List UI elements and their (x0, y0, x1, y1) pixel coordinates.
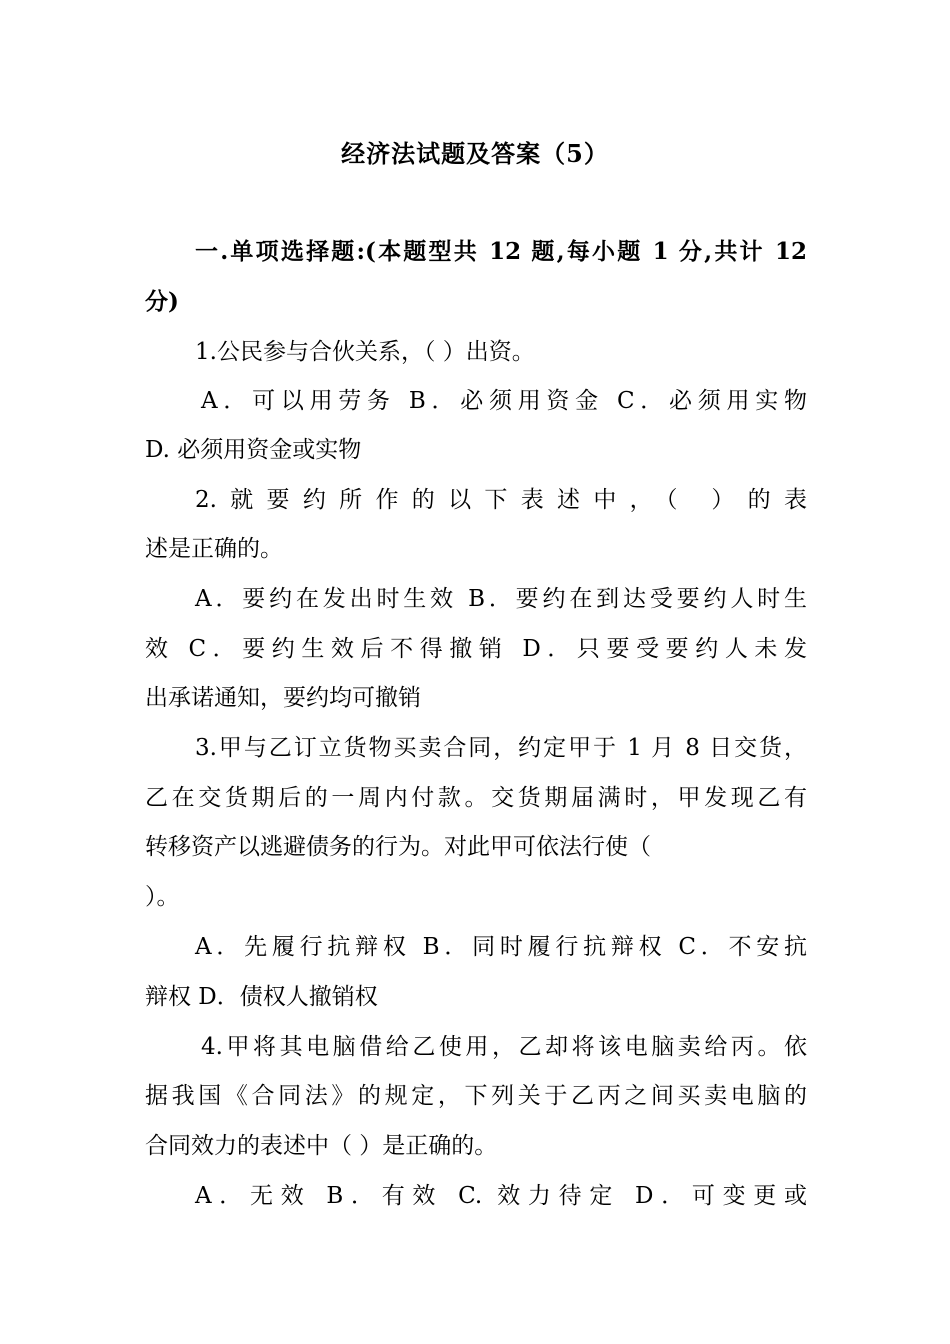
question-1-options-line-1: A．可以用劳务 B．必须用资金 C．必须用实物 (201, 388, 807, 414)
question-3-options-line-1: A．先履行抗辩权 B．同时履行抗辩权 C．不安抗 (195, 934, 807, 960)
question-3-stem-line-4: ）。 (145, 884, 180, 910)
question-2-stem-line-1: 2.就要约所作的以下表述中，（ ）的表 (195, 487, 807, 513)
question-4-stem-line-1: 4.甲将其电脑借给乙使用，乙却将该电脑卖给丙。依 (201, 1034, 807, 1060)
question-3-stem-line-3: 转移资产以逃避债务的行为。对此甲可依法行使（ (145, 834, 651, 860)
question-2-options-line-2: 效 C．要约生效后不得撤销 D．只要受要约人未发 (145, 636, 807, 662)
question-2-stem-line-2: 述是正确的。 (145, 536, 283, 562)
question-3-stem-line-1: 3.甲与乙订立货物买卖合同，约定甲于 1 月 8 日交货， (195, 735, 807, 761)
question-3-options-line-2: 辩权 D．债权人撤销权 (145, 984, 378, 1010)
question-4-stem-line-3: 合同效力的表述中（ ）是正确的。 (145, 1133, 498, 1159)
question-1-stem-line-1: 1.公民参与合伙关系，（ ）出资。 (195, 339, 535, 365)
question-2-options-line-3: 出承诺通知，要约均可撤销 (145, 685, 421, 711)
section-heading-line-1: 一.单项选择题:(本题型共 12 题,每小题 1 分,共计 12 (195, 238, 807, 265)
question-4-options-line-1: A．无效 B．有效 C. 效力待定 D．可变更或 (195, 1183, 807, 1209)
question-2-options-line-1: A．要约在发出时生效 B．要约在到达受要约人时生 (195, 586, 807, 612)
document-title: 经济法试题及答案（5） (341, 139, 609, 168)
question-3-stem-line-2: 乙在交货期后的一周内付款。交货期届满时，甲发现乙有 (145, 785, 807, 811)
question-4-stem-line-2: 据我国《合同法》的规定，下列关于乙丙之间买卖电脑的 (145, 1083, 807, 1109)
question-1-options-line-2: D. 必须用资金或实物 (145, 437, 362, 463)
section-heading-line-2: 分) (145, 288, 179, 315)
